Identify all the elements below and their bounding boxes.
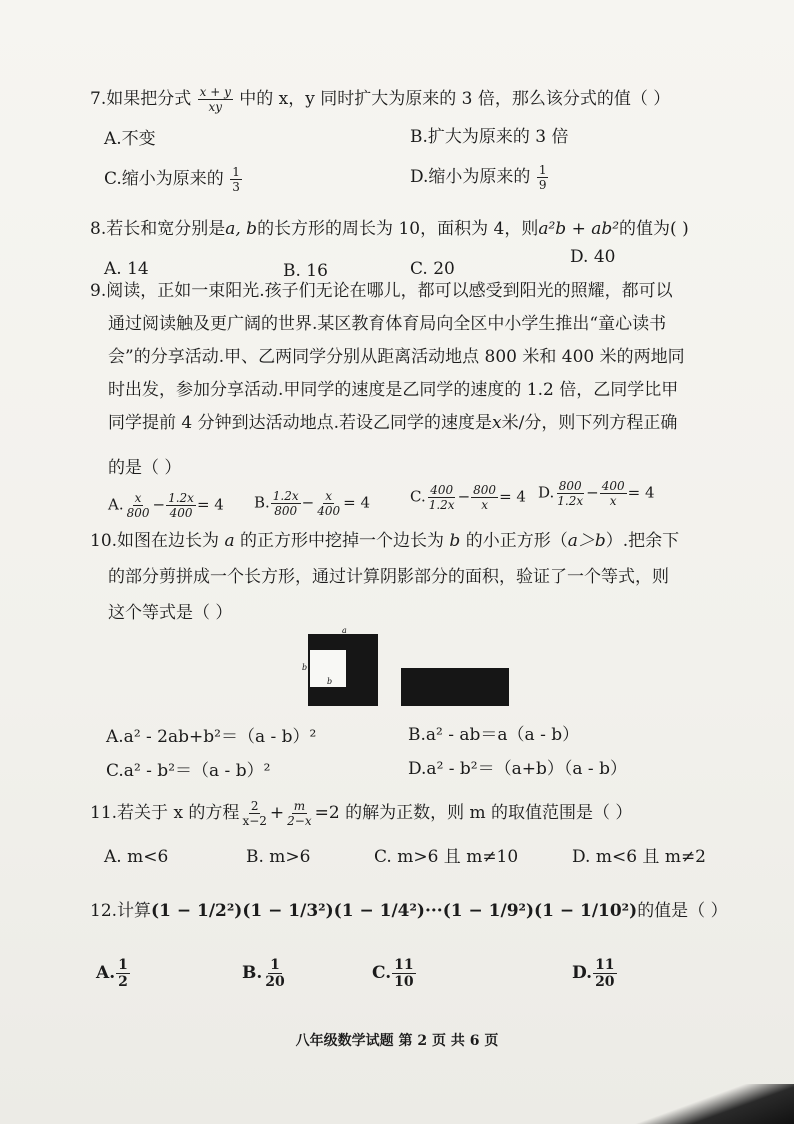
q7-frac-den: xy <box>208 100 223 114</box>
q12-opt-b-num: 1 <box>270 957 280 973</box>
q8-option-c: C. 20 <box>410 259 455 279</box>
q8-expression: a²b + ab² <box>538 219 620 239</box>
q10-option-c: C.a² - b²＝（a - b）² <box>106 761 271 781</box>
q9-opt-b-minus: − <box>301 493 315 512</box>
q9-opt-a-label: A. <box>108 495 124 514</box>
q9-opt-a-f1d: 800 <box>126 506 150 520</box>
q9-opt-c-label: C. <box>410 487 426 506</box>
q9-opt-c-f2n: 800 <box>473 483 497 497</box>
q12-option-a <box>96 958 131 989</box>
q12-opt-b-label: B. <box>242 963 263 983</box>
q9-opt-b-f2d: 400 <box>317 504 341 518</box>
q10-var-b: b <box>449 531 461 551</box>
q9-opt-b-f1n: 1.2x <box>272 489 299 503</box>
page-footer: 八年级数学试题 第 2 页 共 6 页 <box>295 1033 499 1049</box>
q9-line-5-text-a: 同学提前 4 分钟到达活动地点.若设乙同学的速度是 <box>108 413 493 433</box>
q12-opt-a-num: 1 <box>118 957 128 973</box>
q8-stem <box>90 218 689 240</box>
q12-stem-text-b: 的值是（ ） <box>637 901 728 921</box>
q11-f2d: 2−x <box>287 814 312 828</box>
q12-option-d <box>572 958 618 989</box>
q8-option-a: A. 14 <box>104 259 149 279</box>
q9-opt-a-frac1 <box>125 492 152 519</box>
q12-opt-b-den: 20 <box>265 974 285 990</box>
q7-option-c-text: C.缩小为原来的 <box>104 169 224 189</box>
q7-stem-text-b: 中的 x，y 同时扩大为原来的 3 倍，那么该分式的值（ ） <box>239 89 671 109</box>
q11-option-d: D. m<6 且 m≠2 <box>572 847 706 867</box>
q10-line-2: 的部分剪拼成一个长方形，通过计算阴影部分的面积，验证了一个等式，则 <box>108 567 669 587</box>
q10-rectangle <box>401 668 509 706</box>
q12-option-c <box>372 958 417 989</box>
q11-frac-2 <box>285 800 313 827</box>
q7-opt-c-den: 3 <box>232 180 240 194</box>
q9-opt-a-f2d: 400 <box>169 506 193 520</box>
q9-opt-c-f1n: 400 <box>430 483 454 497</box>
q12-expression: (1 − 1/2²)(1 − 1/3²)(1 − 1/4²)···(1 − 1/9²)(1 − 1/10²) <box>151 901 638 921</box>
q10-figure-label-b-inner: b <box>327 677 333 686</box>
q9-opt-a-frac2 <box>166 492 196 519</box>
q10-condition: a＞b <box>567 531 606 551</box>
q11-f2n: m <box>293 799 306 813</box>
q12-opt-a-label: A. <box>96 963 116 983</box>
q7-option-a: A.不变 <box>104 129 156 149</box>
q9-opt-a-f1n: x <box>134 491 142 505</box>
q12-opt-c-num: 11 <box>394 957 414 973</box>
q9-line-4: 时出发，参加分享活动.甲同学的速度是乙同学的速度的 1.2 倍，乙同学比甲 <box>108 380 679 400</box>
q8-vars: a, b <box>225 219 258 239</box>
q12-opt-c-den: 10 <box>394 974 414 990</box>
q7-frac-num: x + y <box>199 85 231 99</box>
q7-stem-text-a: 7.如果把分式 <box>90 89 192 109</box>
q12-opt-b-frac <box>263 958 286 989</box>
q10-option-b: B.a² - ab＝a（a - b） <box>408 725 580 745</box>
q9-opt-c-f2d: x <box>481 498 488 512</box>
q9-option-c <box>410 484 526 511</box>
q9-line-3: 会”的分享活动.甲、乙两同学分别从距离活动地点 800 米和 400 米的两地同 <box>108 347 685 367</box>
q10-option-d: D.a² - b²＝（a+b）（a - b） <box>408 759 627 779</box>
photo-shadow <box>614 1084 794 1124</box>
q11-f1n: 2 <box>250 799 259 813</box>
q11-option-a: A. m<6 <box>104 847 169 867</box>
q7-fraction <box>198 86 233 113</box>
q9-opt-d-frac1 <box>555 480 585 507</box>
q11-stem-text-a: 11.若关于 x 的方程 <box>90 803 240 823</box>
q9-opt-d-f2d: x <box>609 494 617 508</box>
q12-stem <box>90 900 728 922</box>
q9-option-a <box>108 492 224 519</box>
q10-figure <box>300 628 515 710</box>
q9-opt-a-eq: = 4 <box>196 495 224 514</box>
q7-option-c-frac <box>230 166 242 193</box>
q8-stem-text-a: 8.若长和宽分别是 <box>90 219 226 239</box>
q9-opt-b-frac2 <box>315 490 342 517</box>
q9-line-5 <box>108 412 677 434</box>
q7-option-c <box>104 166 243 193</box>
q12-stem-text-a: 12.计算 <box>90 901 152 921</box>
q7-option-b: B.扩大为原来的 3 倍 <box>410 127 569 147</box>
q10-line-1-text-d: ）.把余下 <box>605 531 680 551</box>
q10-line-1-text-c: 的小正方形（ <box>465 531 568 551</box>
q10-figure-label-a: a <box>342 628 347 635</box>
q8-option-d: D. 40 <box>570 247 616 267</box>
q7-option-d-text: D.缩小为原来的 <box>410 167 531 187</box>
q7-opt-c-num: 1 <box>232 165 240 179</box>
q7-option-d-frac <box>537 164 549 191</box>
q9-line-2: 通过阅读触及更广阔的世界.某区教育体育局向全区中小学生推出“童心读书 <box>108 314 667 334</box>
q9-opt-c-frac2 <box>471 484 498 511</box>
q9-line-5-text-b: 米/分，则下列方程正确 <box>501 413 678 433</box>
q8-option-b: B. 16 <box>283 261 328 281</box>
q9-option-d <box>538 480 655 507</box>
q9-opt-c-frac1 <box>427 484 457 511</box>
q9-opt-a-f2n: 1.2x <box>168 491 194 505</box>
q7-stem <box>90 86 670 113</box>
q10-var-a: a <box>224 531 235 551</box>
q9-option-b <box>254 490 370 517</box>
q12-option-b <box>242 958 288 989</box>
q9-var-x: x <box>492 413 502 433</box>
q12-opt-d-den: 20 <box>595 974 615 990</box>
q12-opt-d-label: D. <box>572 963 593 983</box>
q7-opt-d-num: 1 <box>538 163 547 177</box>
q10-figure-label-b-side: b <box>302 663 308 672</box>
q12-opt-c-frac <box>392 958 415 989</box>
q10-line-1-text-a: 10.如图在边长为 <box>90 531 220 551</box>
q11-plus: + <box>269 803 285 823</box>
q9-line-1: 9.阅读，正如一束阳光.孩子们无论在哪儿，都可以感受到阳光的照耀，都可以 <box>90 281 673 301</box>
q10-line-1 <box>90 530 679 552</box>
q8-stem-text-b: 的长方形的周长为 10，面积为 4，则 <box>257 219 539 239</box>
q12-opt-d-num: 11 <box>595 957 615 973</box>
q9-opt-b-label: B. <box>254 493 270 512</box>
q7-opt-d-den: 9 <box>538 178 547 192</box>
q9-opt-c-eq: = 4 <box>499 487 526 506</box>
q11-f1d: x−2 <box>242 814 267 828</box>
q12-opt-a-frac <box>116 958 130 989</box>
q9-opt-c-f1d: 1.2x <box>428 498 455 512</box>
q9-opt-a-minus: − <box>152 495 166 514</box>
q9-opt-d-eq: = 4 <box>627 483 655 502</box>
q12-opt-c-label: C. <box>372 963 392 983</box>
q9-opt-d-frac2 <box>600 480 627 507</box>
q9-line-6: 的是（ ） <box>108 458 182 478</box>
q11-stem-text-b: =2 的解为正数，则 m 的取值范围是（ ） <box>314 803 633 823</box>
q11-frac-1 <box>240 800 268 827</box>
q9-opt-c-minus: − <box>457 487 471 506</box>
q9-opt-b-frac1 <box>271 490 301 517</box>
q9-opt-b-f1d: 800 <box>274 504 298 518</box>
q10-option-a: A.a² - 2ab+b²＝（a - b）² <box>106 727 317 747</box>
q9-opt-d-minus: − <box>586 483 599 502</box>
q12-opt-d-frac <box>593 958 616 989</box>
q8-stem-text-c: 的值为( ) <box>619 219 689 239</box>
q9-opt-d-f1d: 1.2x <box>557 494 584 508</box>
q9-opt-d-label: D. <box>538 483 555 502</box>
q9-opt-d-f1n: 800 <box>558 479 582 493</box>
q11-stem <box>90 800 632 827</box>
q12-opt-a-den: 2 <box>118 974 128 990</box>
q11-option-b: B. m>6 <box>246 847 311 867</box>
q7-option-d <box>410 164 549 191</box>
q9-opt-d-f2n: 400 <box>601 479 625 493</box>
q10-line-3: 这个等式是（ ） <box>108 603 233 623</box>
q9-opt-b-f2n: x <box>325 489 333 503</box>
q9-opt-b-eq: = 4 <box>343 493 371 512</box>
q10-line-1-text-b: 的正方形中挖掉一个边长为 <box>240 531 444 551</box>
q11-option-c: C. m>6 且 m≠10 <box>374 847 519 867</box>
